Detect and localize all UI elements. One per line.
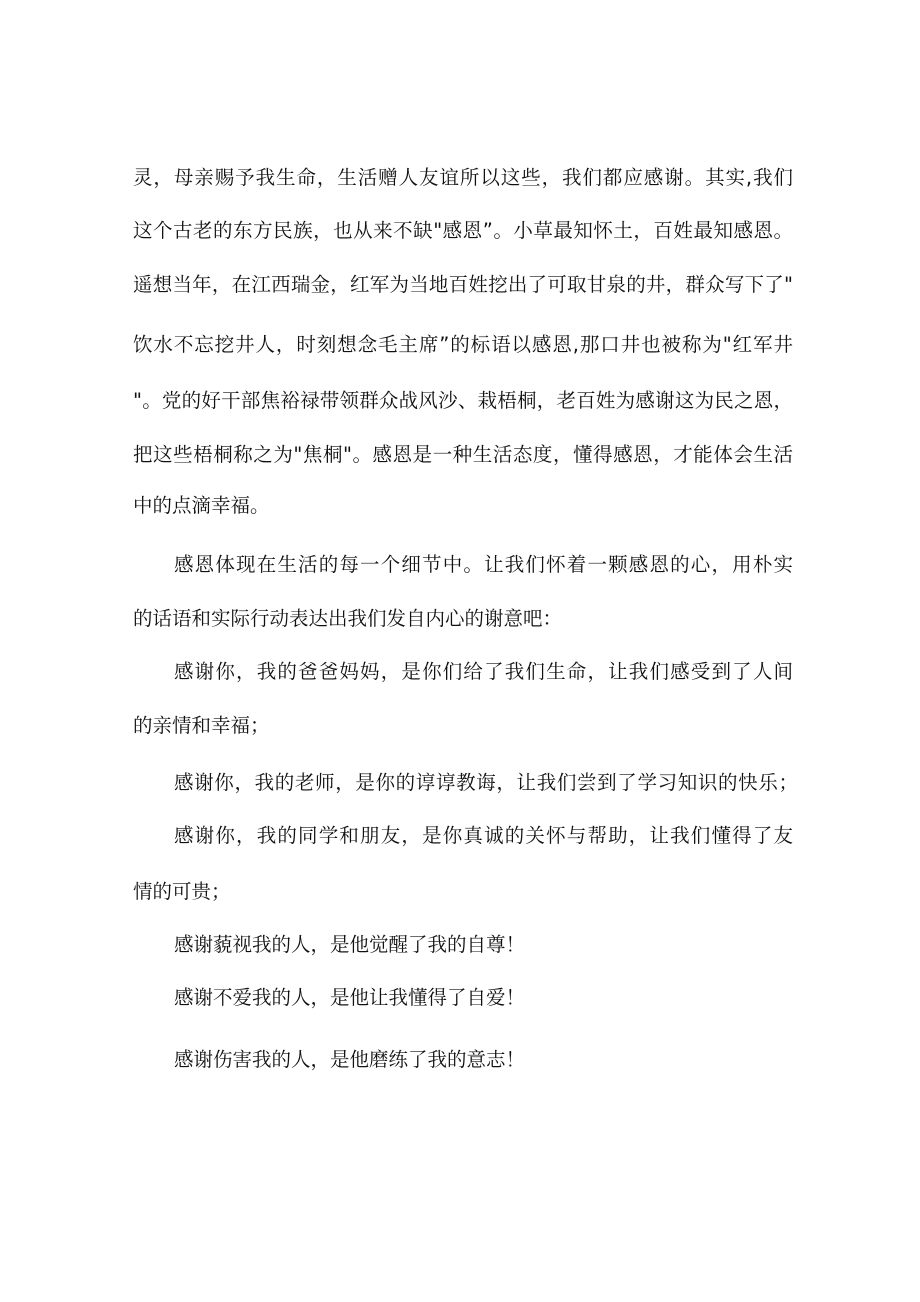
line-text: 感谢藐视我的人，是他觉醒了我的自尊！ <box>174 933 526 956</box>
line-text: 感谢你，我的同学和朋友，是你真诚的关怀与帮助，让我们懂得了友 <box>174 824 793 847</box>
paragraph-line <box>0 925 920 965</box>
paragraph-line <box>0 872 920 912</box>
paragraph-line <box>0 435 920 475</box>
paragraph-line <box>0 978 920 1018</box>
paragraph-line <box>0 265 920 305</box>
paragraph-line <box>0 599 920 639</box>
line-text: 情的可贵； <box>133 880 231 903</box>
paragraph-line <box>0 381 920 421</box>
line-text: 感恩体现在生活的每一个细节中。让我们怀着一颗感恩的心，用朴实 <box>174 553 793 576</box>
paragraph-line <box>0 486 920 526</box>
line-text: 这个古老的东方民族，也从来不缺"感恩”。小草最知怀土，百姓最知感恩。 <box>133 219 793 242</box>
line-text: 中的点滴幸福。 <box>133 494 270 517</box>
paragraph-line <box>0 706 920 746</box>
line-text: 灵，母亲赐予我生命，生活赠人友谊所以这些，我们都应感谢。其实,我们 <box>133 166 793 189</box>
line-text: 感谢你，我的老师，是你的谆谆教诲，让我们尝到了学习知识的快乐； <box>174 771 798 794</box>
line-text: 的亲情和幸福； <box>133 714 270 737</box>
line-text: 饮水不忘挖井人，时刻想念毛主席”的标语以感恩,那口井也被称为"红军井 <box>133 333 793 356</box>
paragraph-line <box>0 816 920 856</box>
line-text: 遥想当年，在江西瑞金，红军为当地百姓挖出了可取甘泉的井，群众写下了" <box>133 273 793 296</box>
line-text: 的话语和实际行动表达出我们发自内心的谢意吧： <box>133 607 563 630</box>
paragraph-line <box>0 763 920 803</box>
line-text: 把这些梧桐称之为"焦桐"。感恩是一种生活态度，懂得感恩，才能体会生活 <box>133 443 793 466</box>
line-text: 感谢伤害我的人，是他磨练了我的意志！ <box>174 1048 526 1071</box>
line-text: "。党的好干部焦裕禄带领群众战风沙、栽梧桐，老百姓为感谢这为民之恩， <box>133 389 793 412</box>
paragraph-line <box>0 325 920 365</box>
line-text: 感谢不爱我的人，是他让我懂得了自爱！ <box>174 986 526 1009</box>
paragraph-line <box>0 158 920 198</box>
paragraph-line <box>0 545 920 585</box>
paragraph-line <box>0 211 920 251</box>
paragraph-line <box>0 652 920 692</box>
line-text: 感谢你，我的爸爸妈妈，是你们给了我们生命，让我们感受到了人间 <box>174 660 793 683</box>
paragraph-line <box>0 1040 920 1080</box>
